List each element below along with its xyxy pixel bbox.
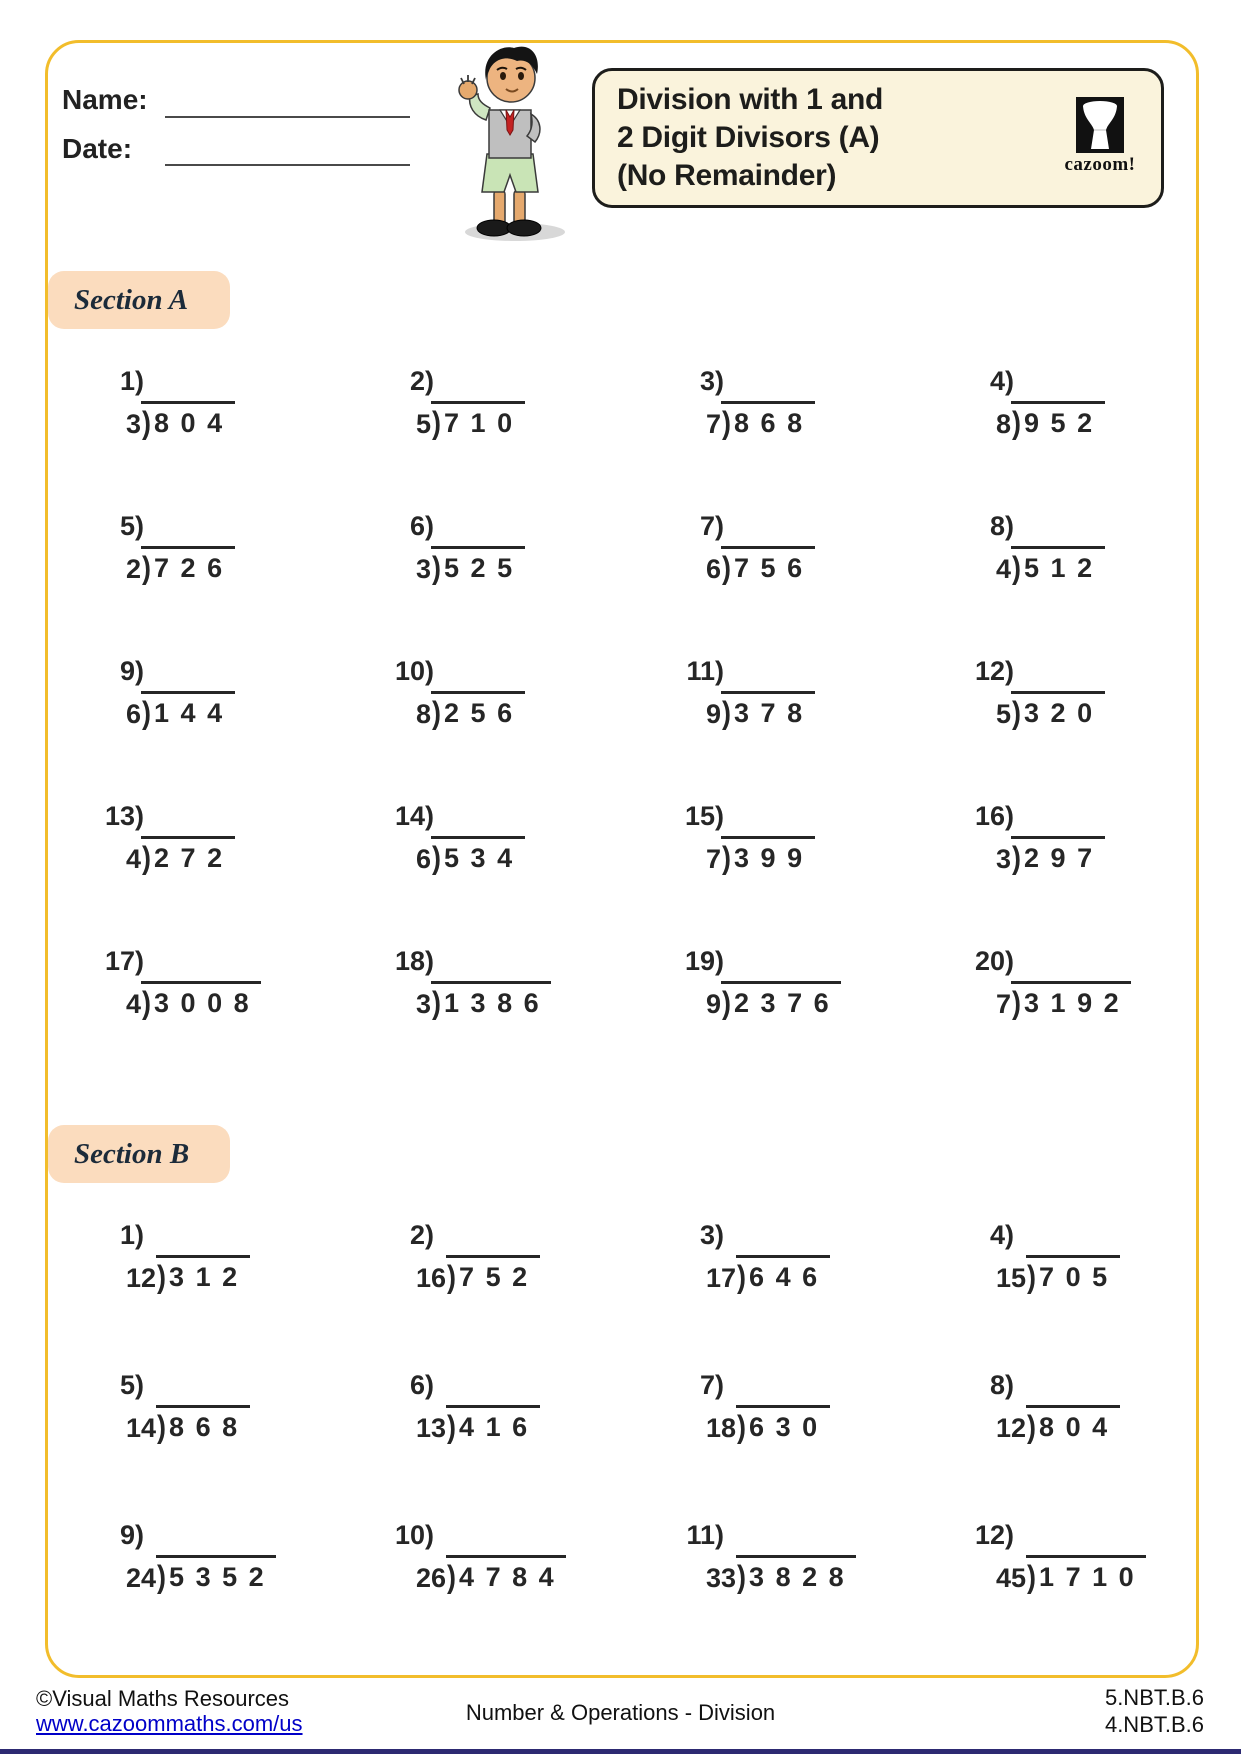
divisor: 12: [126, 1263, 157, 1293]
long-division-expression: [706, 546, 958, 585]
divisor: 18: [706, 1413, 737, 1443]
long-division-expression: [996, 981, 1241, 1020]
dividend-overbar: [431, 981, 551, 1019]
dividend: 3 1 2: [169, 1262, 238, 1292]
problem-number: 10): [394, 656, 434, 686]
dividend-overbar: [721, 691, 815, 729]
divisor: 16: [416, 1263, 447, 1293]
dividend: 2 7 2: [154, 843, 223, 873]
divisor: 24: [126, 1563, 157, 1593]
long-division-expression: [126, 546, 378, 585]
division-bracket-icon: ): [432, 695, 442, 731]
division-problem: [668, 1520, 958, 1670]
section-b-label: Section B: [74, 1137, 190, 1170]
dividend: 8 0 4: [154, 408, 223, 438]
dividend-overbar: [736, 1405, 830, 1443]
dividend: 3 0 0 8: [154, 988, 250, 1018]
division-problem: [668, 656, 958, 801]
division-problem: [668, 511, 958, 656]
division-problem: [958, 1220, 1241, 1370]
long-division-expression: [996, 1405, 1241, 1444]
dividend: 3 7 8: [734, 698, 803, 728]
long-division-expression: [416, 546, 668, 585]
problem-number: 6): [409, 511, 434, 541]
division-bracket-icon: ): [142, 695, 152, 731]
dividend: 8 6 8: [169, 1412, 238, 1442]
problem-number: 18): [394, 946, 434, 976]
divisor: 6: [706, 554, 722, 584]
problem-number: 1): [119, 366, 144, 396]
divisor: 14: [126, 1413, 157, 1443]
dividend-overbar: [1026, 1405, 1120, 1443]
division-bracket-icon: ): [737, 1259, 747, 1295]
dividend-overbar: [1011, 401, 1105, 439]
long-division-expression: [416, 1555, 668, 1594]
division-bracket-icon: ): [157, 1259, 167, 1295]
dividend-overbar: [446, 1405, 540, 1443]
division-problem: [958, 366, 1241, 511]
dividend: 4 7 8 4: [459, 1562, 555, 1592]
dividend: 7 0 5: [1039, 1262, 1108, 1292]
long-division-expression: [416, 836, 668, 875]
division-bracket-icon: ): [142, 985, 152, 1021]
division-problem: [88, 1520, 378, 1670]
long-division-expression: [416, 691, 668, 730]
section-a-problems-grid: [88, 366, 1241, 1091]
dividend: 6 3 0: [749, 1412, 818, 1442]
division-problem: [88, 1220, 378, 1370]
title-line-1: Division with 1 and: [617, 83, 883, 116]
division-bracket-icon: ): [432, 550, 442, 586]
dividend-overbar: [721, 546, 815, 584]
division-problem: [958, 946, 1241, 1091]
dividend-overbar: [721, 981, 841, 1019]
problem-number: 2): [409, 366, 434, 396]
long-division-expression: [996, 401, 1241, 440]
cazoom-drum-icon: [1076, 97, 1124, 153]
division-bracket-icon: ): [722, 405, 732, 441]
division-bracket-icon: ): [157, 1409, 167, 1445]
division-bracket-icon: ): [142, 840, 152, 876]
division-bracket-icon: ): [1012, 550, 1022, 586]
divisor: 2: [126, 554, 142, 584]
name-write-line: [165, 116, 410, 118]
long-division-expression: [996, 1555, 1241, 1594]
divisor: 6: [126, 699, 142, 729]
division-problem: [668, 946, 958, 1091]
problem-number: 8): [989, 1370, 1014, 1400]
division-bracket-icon: ): [142, 550, 152, 586]
division-bracket-icon: ): [432, 405, 442, 441]
division-problem: [668, 366, 958, 511]
division-problem: [378, 946, 668, 1091]
dividend: 2 5 6: [444, 698, 513, 728]
bottom-accent-rule: [0, 1749, 1241, 1754]
long-division-expression: [126, 1405, 378, 1444]
problem-number: 1): [119, 1220, 144, 1250]
divisor: 4: [126, 989, 142, 1019]
dividend: 3 8 2 8: [749, 1562, 845, 1592]
dividend-overbar: [721, 401, 815, 439]
dividend: 7 5 6: [734, 553, 803, 583]
long-division-expression: [996, 836, 1241, 875]
dividend-overbar: [156, 1405, 250, 1443]
footer-topic-text: Number & Operations - Division: [465, 1700, 776, 1725]
long-division-expression: [126, 981, 378, 1020]
division-problem: [378, 366, 668, 511]
division-bracket-icon: ): [447, 1559, 457, 1595]
dividend: 8 6 8: [734, 408, 803, 438]
long-division-expression: [416, 981, 668, 1020]
title-line-2: 2 Digit Divisors (A): [617, 121, 880, 154]
division-problem: [88, 1370, 378, 1520]
problem-number: 7): [699, 1370, 724, 1400]
problem-number: 5): [119, 511, 144, 541]
dividend-overbar: [141, 836, 235, 874]
divisor: 3: [996, 844, 1012, 874]
title-line-3: (No Remainder): [617, 159, 837, 192]
division-bracket-icon: ): [737, 1559, 747, 1595]
divisor: 8: [416, 699, 432, 729]
dividend-overbar: [736, 1255, 830, 1293]
division-bracket-icon: ): [157, 1559, 167, 1595]
division-problem: [668, 1370, 958, 1520]
problem-number: 8): [989, 511, 1014, 541]
problem-number: 15): [684, 801, 724, 831]
division-bracket-icon: ): [1027, 1559, 1037, 1595]
long-division-expression: [706, 1255, 958, 1294]
divisor: 17: [706, 1263, 737, 1293]
divisor: 33: [706, 1563, 737, 1593]
divisor: 3: [416, 989, 432, 1019]
dividend: 7 5 2: [459, 1262, 528, 1292]
problem-number: 2): [409, 1220, 434, 1250]
divisor: 7: [706, 409, 722, 439]
divisor: 9: [706, 989, 722, 1019]
problem-number: 3): [699, 1220, 724, 1250]
division-problem: [958, 1370, 1241, 1520]
division-problem: [88, 801, 378, 946]
section-b-problems-grid: [88, 1220, 1241, 1670]
dividend-overbar: [156, 1255, 250, 1293]
division-problem: [378, 801, 668, 946]
division-problem: [668, 801, 958, 946]
long-division-expression: [996, 546, 1241, 585]
dividend: 5 3 5 2: [169, 1562, 265, 1592]
dividend: 5 2 5: [444, 553, 513, 583]
problem-number: 12): [974, 1520, 1014, 1550]
division-problem: [668, 1220, 958, 1370]
cazoom-logo: [1049, 97, 1151, 176]
problem-number: 3): [699, 366, 724, 396]
standard-code-2: 4.NBT.B.6: [1104, 1712, 1204, 1737]
dividend: 1 3 8 6: [444, 988, 540, 1018]
dividend: 1 4 4: [154, 698, 223, 728]
dividend-overbar: [1026, 1555, 1146, 1593]
dividend: 2 3 7 6: [734, 988, 830, 1018]
division-bracket-icon: ): [432, 985, 442, 1021]
dividend: 1 7 1 0: [1039, 1562, 1135, 1592]
long-division-expression: [416, 401, 668, 440]
long-division-expression: [996, 1255, 1241, 1294]
division-problem: [88, 511, 378, 656]
problem-number: 7): [699, 511, 724, 541]
divisor: 3: [416, 554, 432, 584]
dividend: 5 1 2: [1024, 553, 1093, 583]
divisor: 7: [706, 844, 722, 874]
division-bracket-icon: ): [722, 550, 732, 586]
divisor: 4: [126, 844, 142, 874]
dividend-overbar: [721, 836, 815, 874]
copyright-text: ©Visual Maths Resources: [36, 1686, 290, 1711]
division-problem: [958, 511, 1241, 656]
long-division-expression: [706, 691, 958, 730]
date-write-line: [165, 164, 410, 166]
dividend: 2 9 7: [1024, 843, 1093, 873]
title-box: [592, 68, 1164, 208]
section-a-label: Section A: [74, 283, 189, 316]
division-bracket-icon: ): [1012, 405, 1022, 441]
standard-code-1: 5.NBT.B.6: [1104, 1685, 1204, 1710]
divisor: 13: [416, 1413, 447, 1443]
dividend: 4 1 6: [459, 1412, 528, 1442]
dividend-overbar: [1011, 546, 1105, 584]
divisor: 5: [996, 699, 1012, 729]
division-bracket-icon: ): [1012, 840, 1022, 876]
problem-number: 16): [974, 801, 1014, 831]
dividend-overbar: [156, 1555, 276, 1593]
division-bracket-icon: ): [1012, 985, 1022, 1021]
dividend: 3 9 9: [734, 843, 803, 873]
division-bracket-icon: ): [722, 695, 732, 731]
division-bracket-icon: ): [1027, 1409, 1037, 1445]
division-bracket-icon: ): [722, 840, 732, 876]
long-division-expression: [706, 836, 958, 875]
date-label: Date:: [62, 133, 133, 164]
dividend-overbar: [431, 691, 525, 729]
division-problem: [378, 656, 668, 801]
division-problem: [88, 366, 378, 511]
problem-number: 9): [119, 656, 144, 686]
division-bracket-icon: ): [1027, 1259, 1037, 1295]
division-problem: [378, 1520, 668, 1670]
long-division-expression: [706, 1405, 958, 1444]
problem-number: 14): [394, 801, 434, 831]
long-division-expression: [706, 401, 958, 440]
dividend: 6 4 6: [749, 1262, 818, 1292]
divisor: 12: [996, 1413, 1027, 1443]
divisor: 8: [996, 409, 1012, 439]
divisor: 7: [996, 989, 1012, 1019]
problem-number: 12): [974, 656, 1014, 686]
cazoom-logo-text: cazoom!: [1064, 154, 1136, 175]
divisor: 45: [996, 1563, 1027, 1593]
dividend: 8 0 4: [1039, 1412, 1108, 1442]
dividend-overbar: [431, 546, 525, 584]
dividend-overbar: [1011, 691, 1105, 729]
divisor: 9: [706, 699, 722, 729]
long-division-expression: [126, 401, 378, 440]
dividend-overbar: [431, 836, 525, 874]
problem-number: 9): [119, 1520, 144, 1550]
dividend: 9 5 2: [1024, 408, 1093, 438]
problem-number: 17): [104, 946, 144, 976]
dividend: 3 2 0: [1024, 698, 1093, 728]
dividend-overbar: [1011, 981, 1131, 1019]
division-bracket-icon: ): [142, 405, 152, 441]
long-division-expression: [996, 691, 1241, 730]
dividend-overbar: [446, 1255, 540, 1293]
dividend: 7 2 6: [154, 553, 223, 583]
footer-standards: [1105, 1684, 1204, 1738]
dividend-overbar: [1011, 836, 1105, 874]
long-division-expression: [416, 1405, 668, 1444]
division-problem: [958, 801, 1241, 946]
problem-number: 10): [394, 1520, 434, 1550]
division-problem: [378, 1370, 668, 1520]
divisor: 5: [416, 409, 432, 439]
dividend-overbar: [431, 401, 525, 439]
boy-mascot-illustration: [436, 44, 578, 244]
problem-number: 4): [989, 1220, 1014, 1250]
problem-number: 11): [686, 656, 724, 686]
dividend: 3 1 9 2: [1024, 988, 1120, 1018]
problem-number: 6): [409, 1370, 434, 1400]
division-problem: [88, 656, 378, 801]
problem-number: 5): [119, 1370, 144, 1400]
website-link[interactable]: www.cazoommaths.com/us: [36, 1711, 303, 1736]
dividend-overbar: [141, 981, 261, 1019]
long-division-expression: [706, 981, 958, 1020]
division-bracket-icon: ): [1012, 695, 1022, 731]
division-bracket-icon: ): [432, 840, 442, 876]
dividend-overbar: [736, 1555, 856, 1593]
division-bracket-icon: ): [722, 985, 732, 1021]
dividend-overbar: [1026, 1255, 1120, 1293]
problem-number: 20): [974, 946, 1014, 976]
divisor: 6: [416, 844, 432, 874]
division-bracket-icon: ): [447, 1259, 457, 1295]
dividend-overbar: [141, 691, 235, 729]
divisor: 3: [126, 409, 142, 439]
name-label: Name:: [62, 84, 148, 115]
problem-number: 13): [104, 801, 144, 831]
problem-number: 19): [684, 946, 724, 976]
worksheet-title: [617, 81, 883, 195]
problem-number: 4): [989, 366, 1014, 396]
dividend-overbar: [141, 401, 235, 439]
divisor: 4: [996, 554, 1012, 584]
division-problem: [378, 511, 668, 656]
division-bracket-icon: ): [447, 1409, 457, 1445]
division-bracket-icon: ): [737, 1409, 747, 1445]
dividend: 5 3 4: [444, 843, 513, 873]
division-problem: [958, 656, 1241, 801]
long-division-expression: [416, 1255, 668, 1294]
long-division-expression: [126, 1255, 378, 1294]
division-problem: [88, 946, 378, 1091]
section-b-tab: [48, 1125, 230, 1183]
problem-number: 11): [686, 1520, 724, 1550]
section-a-tab: [48, 271, 230, 329]
division-problem: [958, 1520, 1241, 1670]
long-division-expression: [126, 691, 378, 730]
divisor: 15: [996, 1263, 1027, 1293]
dividend-overbar: [141, 546, 235, 584]
division-problem: [378, 1220, 668, 1370]
dividend-overbar: [446, 1555, 566, 1593]
long-division-expression: [126, 1555, 378, 1594]
dividend: 7 1 0: [444, 408, 513, 438]
long-division-expression: [706, 1555, 958, 1594]
divisor: 26: [416, 1563, 447, 1593]
long-division-expression: [126, 836, 378, 875]
